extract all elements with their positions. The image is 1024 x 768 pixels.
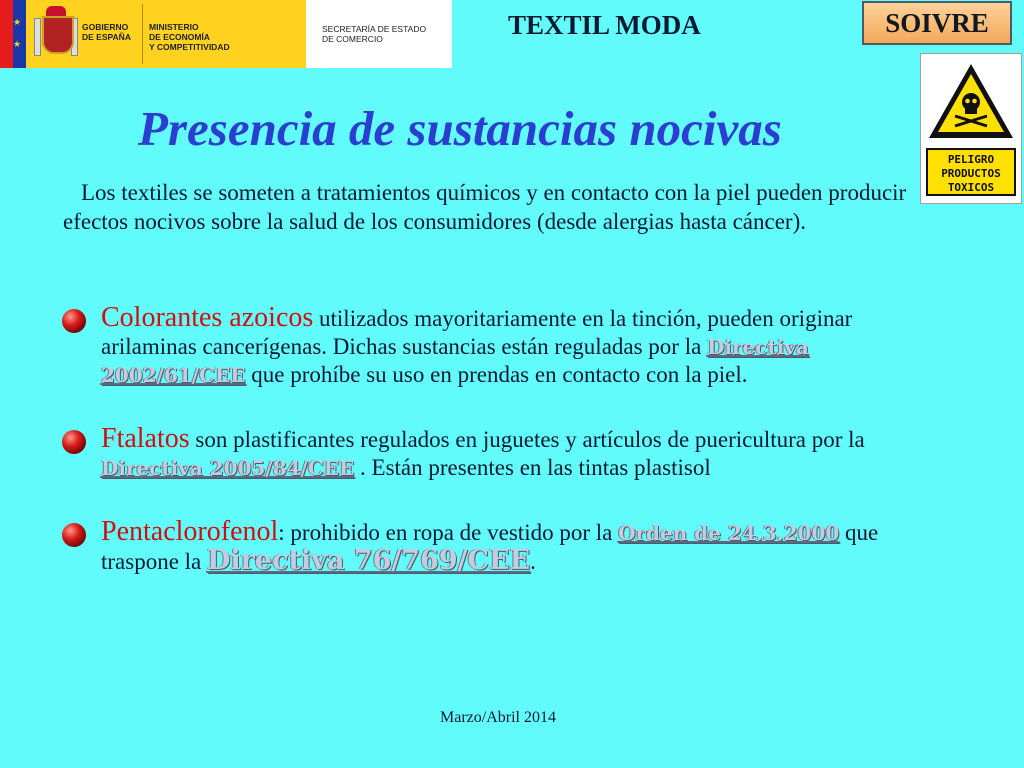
- intro-text: Los textiles se someten a tratamientos químicos y en contacto con la piel pueden producir efectos nocivos sobre la salud de los consumidores (desde alergias hasta cáncer).: [63, 180, 907, 234]
- toxic-products-plate: PELIGRO PRODUCTOS TOXICOS: [926, 148, 1016, 196]
- gobierno-label: GOBIERNO DE ESPAÑA: [82, 22, 131, 42]
- term-pentachlorophenol: Pentaclorofenol: [101, 516, 279, 547]
- term-phthalates: Ftalatos: [101, 423, 190, 454]
- list-item: Colorantes azoicos utilizados mayoritariamente en la tinción, pueden originar arilaminas cancerígenas. Dichas sustancias están reguladas por la Directiva 2002/61/CEE que prohíbe su uso en prendas en contacto con la piel.: [62, 304, 932, 389]
- link-directiva-76-769[interactable]: Directiva 76/769/CEE: [207, 545, 531, 576]
- substances-list: [62, 304, 932, 576]
- bullet-icon: [62, 430, 86, 454]
- footer-date: Marzo/Abril 2014: [440, 709, 556, 726]
- list-item: Ftalatos son plastificantes regulados en juguetes y artículos de puericultura por la Directiva 2005/84/CEE . Están presentes en las tintas plastisol: [62, 425, 932, 482]
- skull-hazard-icon: [925, 60, 1017, 144]
- soivre-button[interactable]: SOIVRE: [862, 1, 1012, 45]
- coat-of-arms-icon: [34, 6, 78, 62]
- secretaria-logo: SECRETARÍA DE ESTADO DE COMERCIO: [306, 0, 452, 68]
- link-orden-24-3-2000[interactable]: Orden de 24.3.2000: [618, 521, 840, 545]
- intro-paragraph: [63, 178, 921, 236]
- government-logo-bar: [0, 0, 452, 68]
- page-title: Presencia de sustancias nocivas: [138, 101, 782, 156]
- link-directiva-2002-61[interactable]: Directiva 2002/61/CEE: [101, 335, 809, 387]
- ministerio-label: MINISTERIO DE ECONOMÍA Y COMPETITIVIDAD: [149, 22, 230, 52]
- term-azo-dyes: Colorantes azoicos: [101, 302, 314, 333]
- bullet-icon: [62, 309, 86, 333]
- section-title: TEXTIL MODA: [508, 10, 701, 40]
- list-item: Pentaclorofenol: prohibido en ropa de vestido por la Orden de 24.3.2000 que traspone la Directiva 76/769/CEE.: [62, 518, 932, 576]
- bullet-icon: [62, 523, 86, 547]
- link-directiva-2005-84[interactable]: Directiva 2005/84/CEE: [101, 456, 355, 480]
- toxic-warning-sign: [920, 53, 1022, 204]
- eu-flag-icon: ★ ★: [0, 0, 26, 68]
